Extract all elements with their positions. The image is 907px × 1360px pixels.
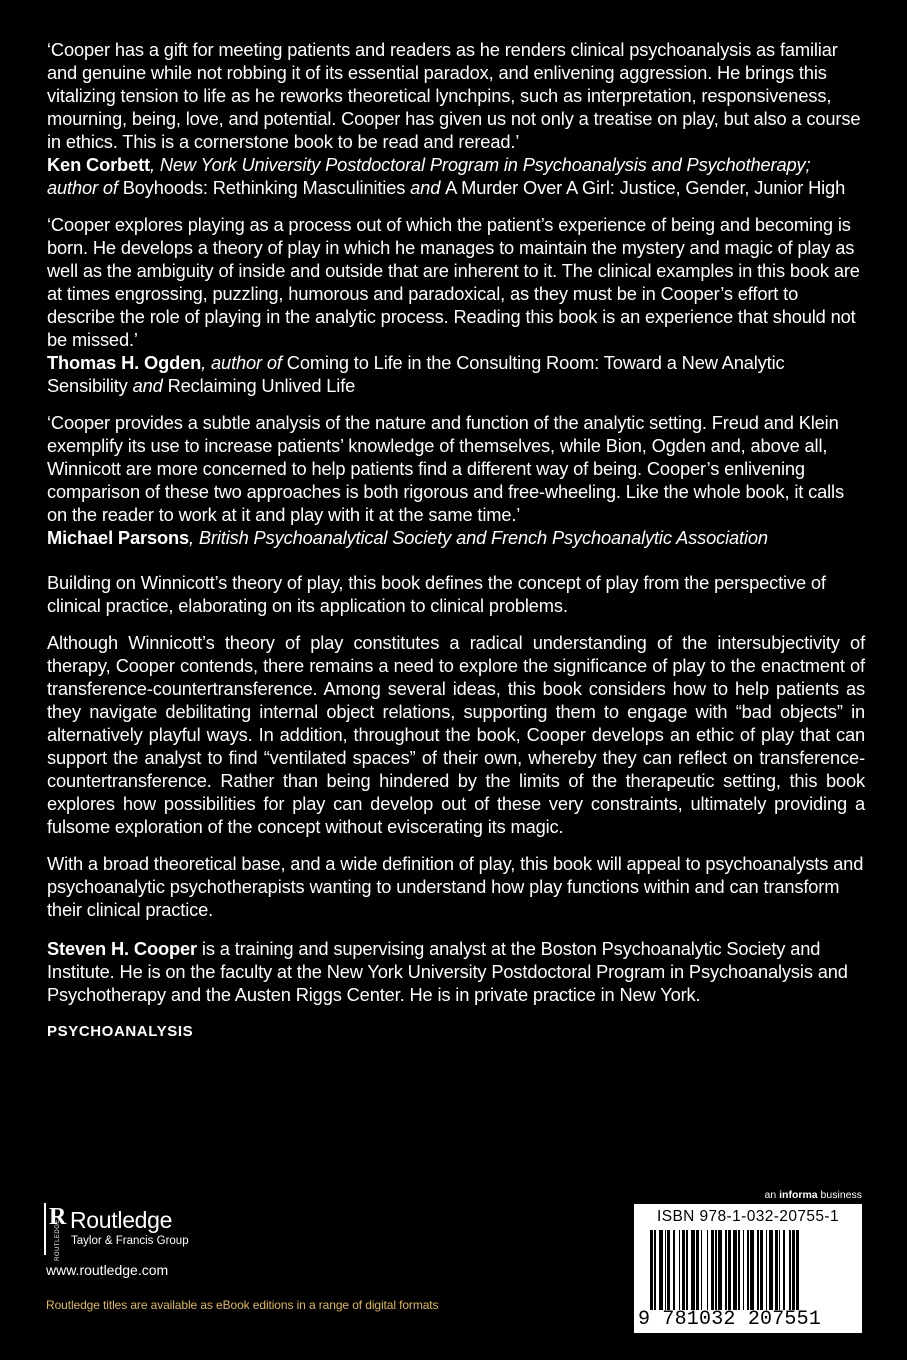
subject-category: PSYCHOANALYSIS — [47, 1023, 194, 1040]
description-paragraph-2: Although Winnicott’s theory of play constitutes a radical understanding of the intersubjectivity of therapy, Cooper contends, there remains a need to explore the significance of play to the enactment of transference-countertransference. Among several ideas, this book considers how to help patients as they navigate debilitating internal object relations, supporting them to engage with “bad objects” in alternatively playful ways. In addition, throughout the book, Cooper develops an ethic of play that can support the analyst to find “ventilated spaces” of their own, whereby they can reflect on transference-countertransference. Rather than being hindered by the limits of the therapeutic setting, this book explores how possibilities for play can develop out of these very constraints, ultimately providing a fulsome exploration of the concept without eviscerating its magic. — [47, 632, 865, 837]
informa-business-label: an informa business — [764, 1189, 862, 1201]
barcode-bars-icon — [650, 1230, 856, 1310]
review-attribution-3: Michael Parsons, British Psychoanalytical Society and French Psychoanalytic Association — [47, 527, 768, 548]
description-paragraph-1: Building on Winnicott’s theory of play, this book defines the concept of play from the perspective of clinical practice, elaborating on its application to clinical problems. — [47, 572, 826, 616]
barcode-digits: 9 781032 207551 — [638, 1308, 822, 1331]
reviewer-name: Thomas H. Ogden — [47, 352, 202, 373]
review-quote-3: ‘Cooper provides a subtle analysis of the nature and function of the analytic setting. Freud and Klein exemplify its use to increase patients’ knowledge of themselves, while Bion, Ogden and, above all, Winnicott are more concerned to help patients find a different way of being. Cooper’s enlivening comparison of these two approaches is both rigorous and free-wheeling. Like the whole book, it calls on the reader to work at it and play with it at the same time.’ — [47, 412, 844, 525]
description-paragraph-3: With a broad theoretical base, and a wide definition of play, this book will appeal to psychoanalysts and psychoanalytic psychotherapists wanting to understand how play functions within and can transform their clinical practice. — [47, 853, 864, 920]
publisher-logo — [44, 1203, 244, 1261]
author-bio: Steven H. Cooper is a training and supervising analyst at the Boston Psychoanalytic Society and Institute. He is on the faculty at the New York University Postdoctoral Program in Psychoanalysis and Psychotherapy and the Austen Riggs Center. He is in private practice in New York. — [47, 938, 848, 1005]
isbn-label: ISBN 978-1-032-20755-1 — [657, 1208, 839, 1225]
back-cover-text — [47, 38, 865, 1043]
reviewer-name: Ken Corbett — [47, 154, 150, 175]
routledge-mark-icon: R ROUTLEDGE — [44, 1203, 57, 1255]
publisher-website: www.routledge.com — [46, 1262, 169, 1278]
publisher-name: Routledge — [70, 1207, 173, 1233]
review-quote-1: ‘Cooper has a gift for meeting patients and readers as he renders clinical psychoanalysis as familiar and genuine while not robbing it of its essential paradox, and enlivening aggression. He brings this vitalizing tension to life as he reworks theoretical lynchpins, such as interpretation, responsiveness, mourning, being, love, and potential. Cooper has given us not only a treatise on play, but also a course in ethics. This is a cornerstone book to be read and reread.’ — [47, 39, 861, 152]
review-attribution-1: Ken Corbett, New York University Postdoctoral Program in Psychoanalysis and Psychotherapy; author of Boyhoods: Rethinking Masculinities and A Murder Over A Girl: Justice, Gender, Junior High — [47, 154, 846, 198]
publisher-group: Taylor & Francis Group — [71, 1235, 189, 1247]
ebook-note: Routledge titles are available as eBook editions in a range of digital formats — [46, 1298, 439, 1312]
isbn-barcode — [634, 1204, 862, 1333]
review-attribution-2: Thomas H. Ogden, author of Coming to Life in the Consulting Room: Toward a New Analytic Sensibility and Reclaiming Unlived Life — [47, 352, 785, 396]
reviewer-name: Michael Parsons — [47, 527, 190, 548]
author-name: Steven H. Cooper — [47, 938, 197, 959]
review-quote-2: ‘Cooper explores playing as a process out of which the patient’s experience of being and becoming is born. He develops a theory of play in which he manages to maintain the mystery and magic of play as well as the ambiguity of inside and outside that are inherent to it. The clinical examples in this book are at times engrossing, puzzling, humorous and paradoxical, as they must be in Cooper’s effort to describe the role of playing in the analytic process. Reading this book is an experience that should not be missed.’ — [47, 214, 860, 350]
